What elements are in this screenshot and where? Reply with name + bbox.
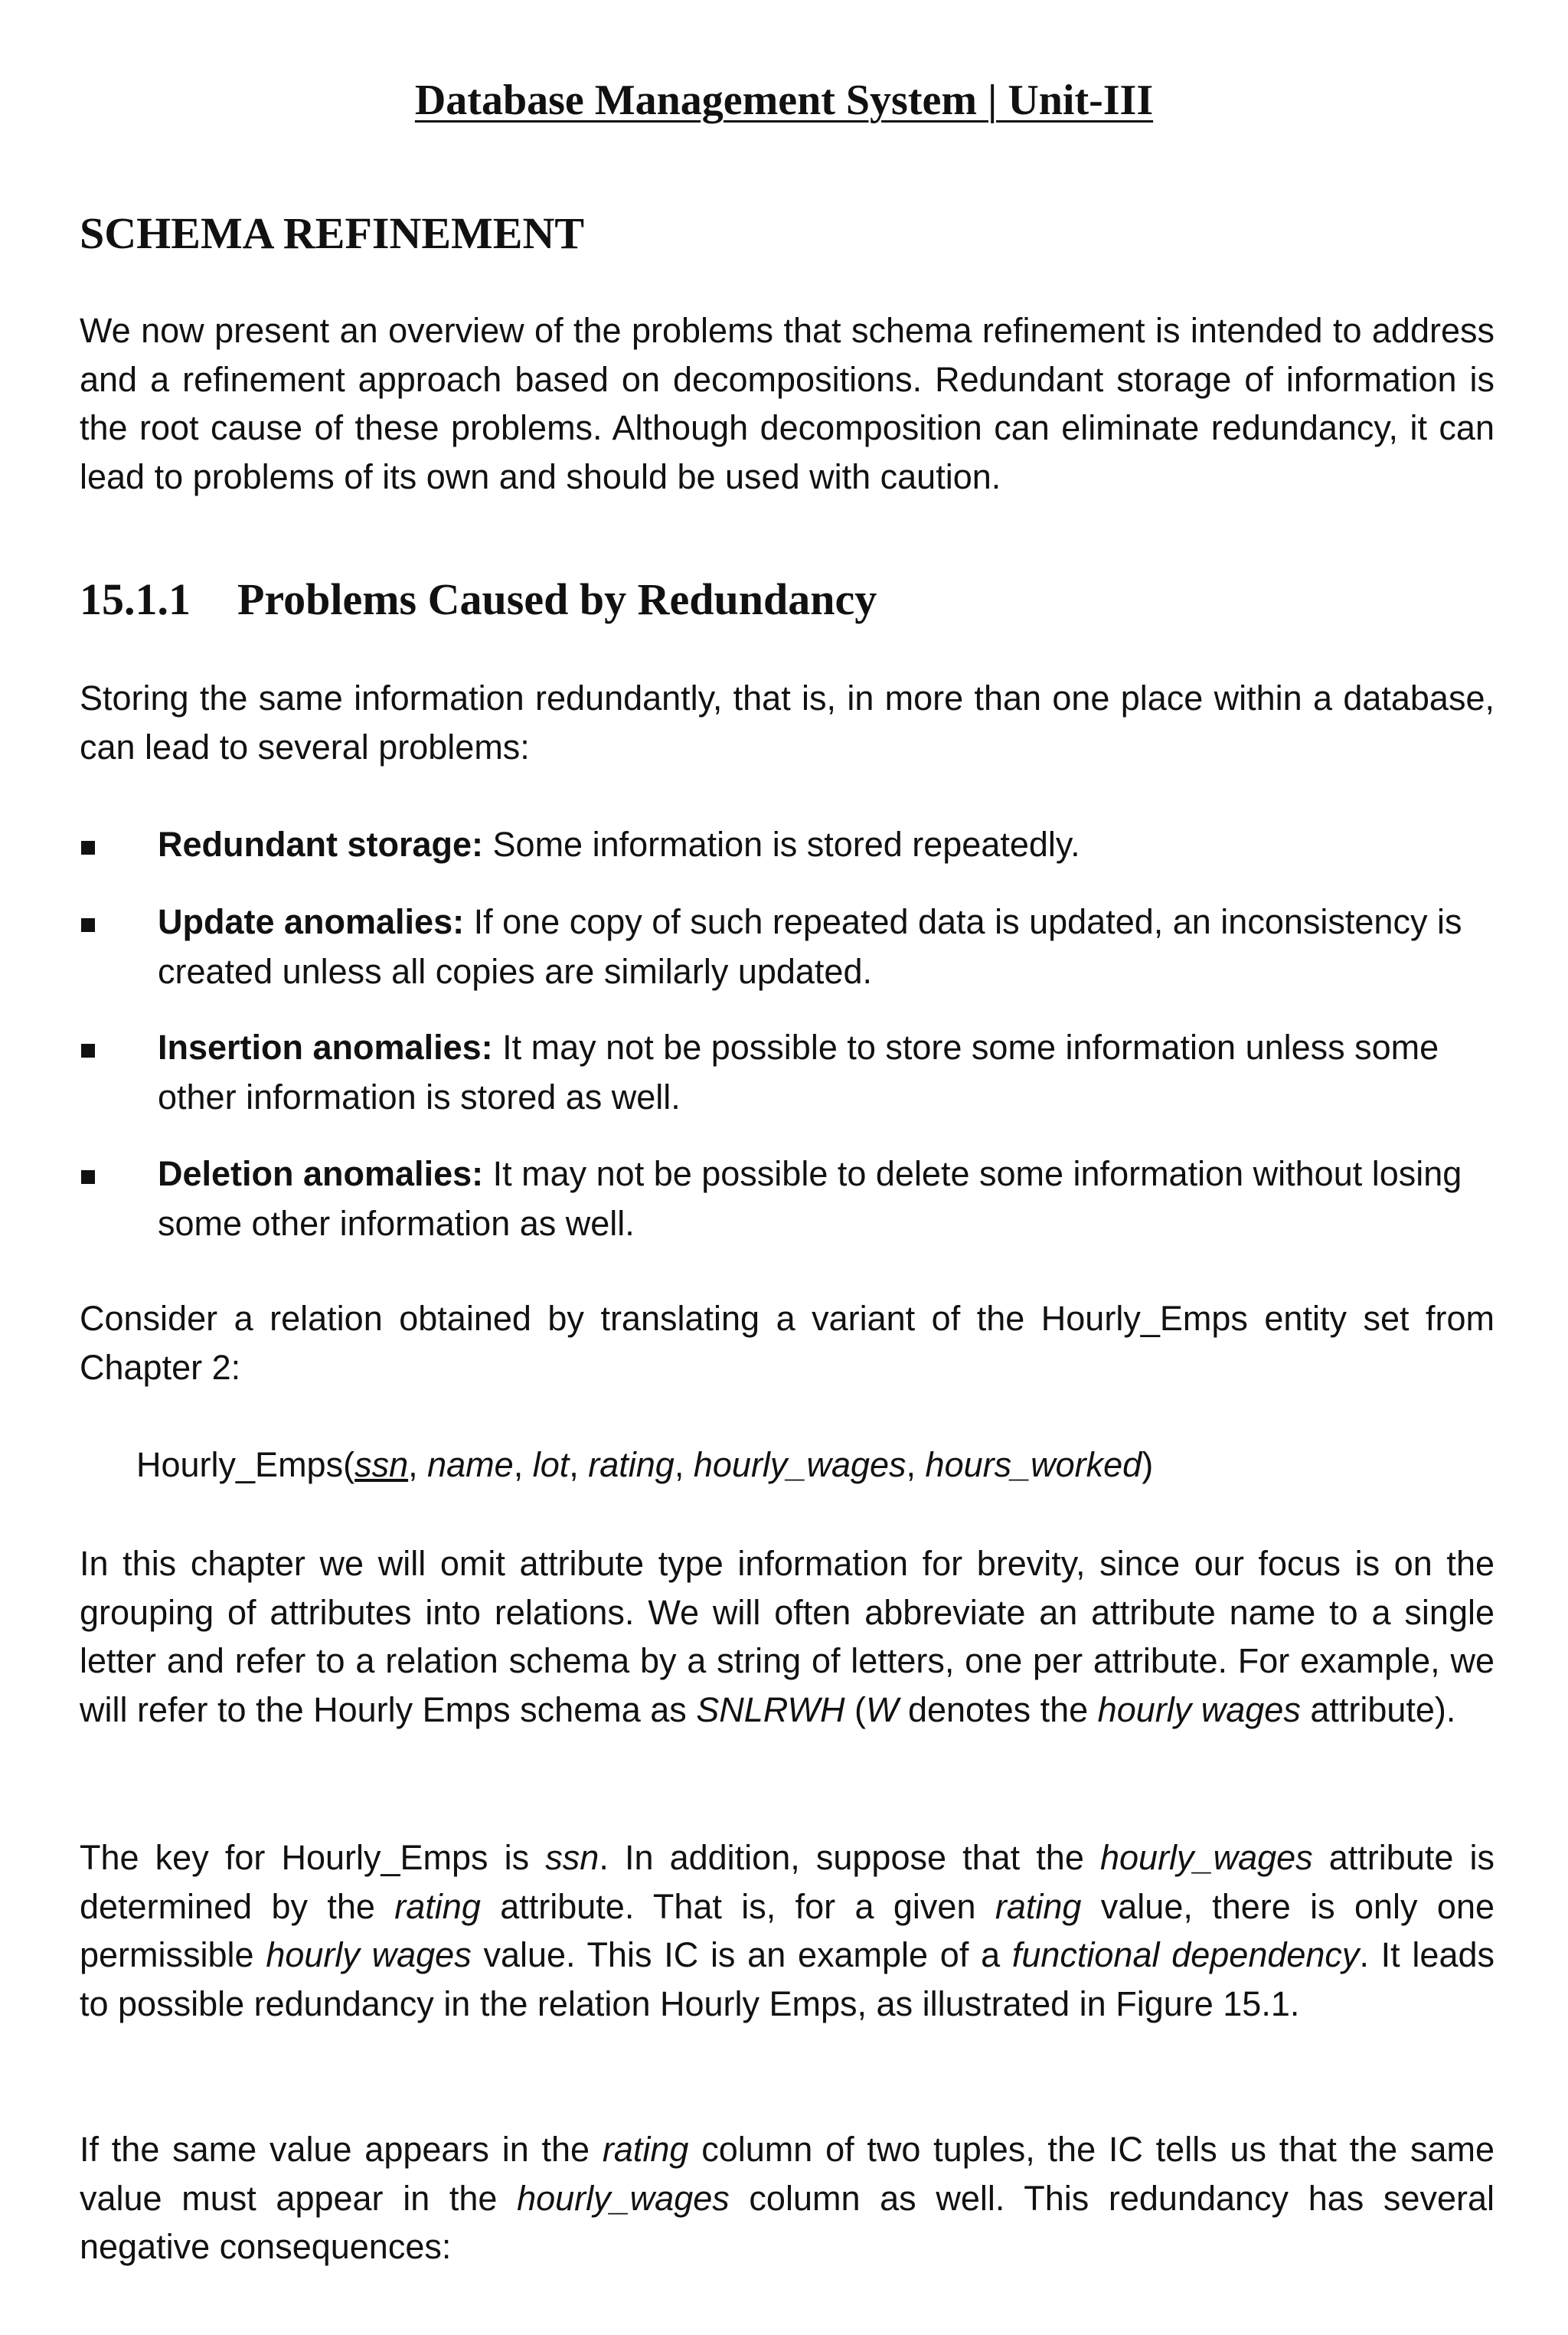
schema-sep: , [513, 1445, 533, 1484]
text-run: denotes the [898, 1689, 1098, 1729]
bullet-item [80, 819, 1494, 873]
key-paragraph [80, 1833, 1494, 2028]
bullet-term: Deletion anomalies: [158, 1154, 484, 1193]
intro-paragraph: We now present an overview of the problems that schema refinement is intended to address and a refinement approach based on decompositions. Redundant storage of information is the root cause of these problems. Although decomposition can eliminate redundancy, it can lead to problems of its own and should be used with caution. [80, 311, 1494, 496]
text-run: attribute). [1300, 1689, 1456, 1729]
consider-paragraph: Consider a relation obtained by translating a variant of the Hourly_Emps entity set from Chapter 2: [80, 1299, 1494, 1387]
text-run: In this chapter we will omit attribute type information for brevity, since our focus is on the grouping of attributes into relations. We will often abbreviate an attribute name to a single letter and refer to a relation schema by a string of letters, one per attribute. For example, we will refer to the Hourly Emps schema as [80, 1544, 1494, 1729]
bullet-term: Update anomalies: [158, 902, 465, 941]
italic-run: W [865, 1689, 899, 1729]
square-bullet-icon [81, 918, 95, 932]
square-bullet-icon [81, 841, 95, 855]
schema-close: ) [1142, 1445, 1154, 1484]
schema-attr: hours_worked [925, 1445, 1142, 1484]
bullet-text [158, 819, 1494, 869]
schema-relation: Hourly_Emps( [136, 1445, 355, 1484]
schema-sep: , [906, 1445, 926, 1484]
schema-sep: , [408, 1445, 428, 1484]
schema-key-attr: ssn [354, 1445, 409, 1484]
section-title-text: Problems Caused by Redundancy [237, 574, 877, 624]
bullet-item [80, 897, 1494, 1000]
bullet-text [158, 1022, 1494, 1122]
bullet-term: Insertion anomalies: [158, 1028, 493, 1067]
bullet-item [80, 1022, 1494, 1126]
schema-sep: , [674, 1445, 694, 1484]
page-header [0, 74, 1568, 127]
italic-run: rating [995, 1886, 1082, 1926]
text-run: If the same value appears in the [80, 2130, 603, 2169]
chapter-paragraph [80, 1539, 1494, 1734]
italic-run: hourly wages [1097, 1689, 1301, 1729]
italic-run: hourly_wages [1099, 1838, 1313, 1877]
bullet-desc: Some information is stored repeatedly. [483, 825, 1080, 864]
text-run: attribute is determined by the [80, 1838, 1494, 1926]
square-bullet-icon [81, 1170, 95, 1184]
header-title: Database Management System | Unit-III [414, 77, 1154, 124]
text-run: column of two tuples, the IC tells us that the same value must appear in the [80, 2130, 1494, 2218]
text-run: . In addition, suppose that the [599, 1838, 1100, 1877]
same-value-paragraph [80, 2125, 1494, 2271]
text-run: . It leads to possible redundancy in the relation Hourly Emps, as illustrated in Figure 15.1. [80, 1935, 1495, 2023]
schema-attr: hourly_wages [693, 1445, 906, 1484]
italic-run: hourly_wages [517, 2178, 730, 2218]
italic-run: rating [394, 1886, 481, 1926]
text-run: The key for Hourly_Emps is [80, 1838, 546, 1877]
text-run: ( [844, 1689, 866, 1729]
schema-attr: name [427, 1445, 514, 1484]
section-heading [80, 573, 877, 626]
italic-run: hourly wages [266, 1935, 472, 1974]
schema-sep: , [569, 1445, 589, 1484]
section-number: 15.1.1 [80, 574, 191, 624]
text-run: value, there is only one permissible [80, 1886, 1494, 1974]
italic-run: rating [602, 2130, 689, 2169]
text-run: attribute. That is, for a given [480, 1886, 995, 1926]
italic-run: SNLRWH [696, 1689, 845, 1729]
document-title: SCHEMA REFINEMENT [80, 208, 585, 258]
relation-schema [136, 1440, 1153, 1490]
schema-attr: lot [532, 1445, 570, 1484]
italic-run: functional dependency [1011, 1935, 1360, 1974]
bullet-text [158, 897, 1494, 996]
bullet-term: Redundant storage: [158, 825, 484, 864]
bullet-item [80, 1149, 1494, 1252]
text-run: value. This IC is an example of a [471, 1935, 1012, 1974]
square-bullet-icon [81, 1044, 95, 1058]
bullet-text [158, 1149, 1494, 1248]
bullet-desc: It may not be possible to delete some information without losing some other information as well. [158, 1154, 1462, 1243]
bullet-desc: If one copy of such repeated data is updated, an inconsistency is created unless all copies are similarly updated. [158, 902, 1462, 991]
bullet-desc: It may not be possible to store some information unless some other information is stored as well. [158, 1028, 1439, 1117]
schema-attr: rating [588, 1445, 675, 1484]
storing-paragraph: Storing the same information redundantly, that is, in more than one place within a database, can lead to several problems: [80, 679, 1494, 767]
italic-run: ssn [545, 1838, 599, 1877]
text-run: column as well. This redundancy has several negative consequences: [80, 2178, 1494, 2266]
